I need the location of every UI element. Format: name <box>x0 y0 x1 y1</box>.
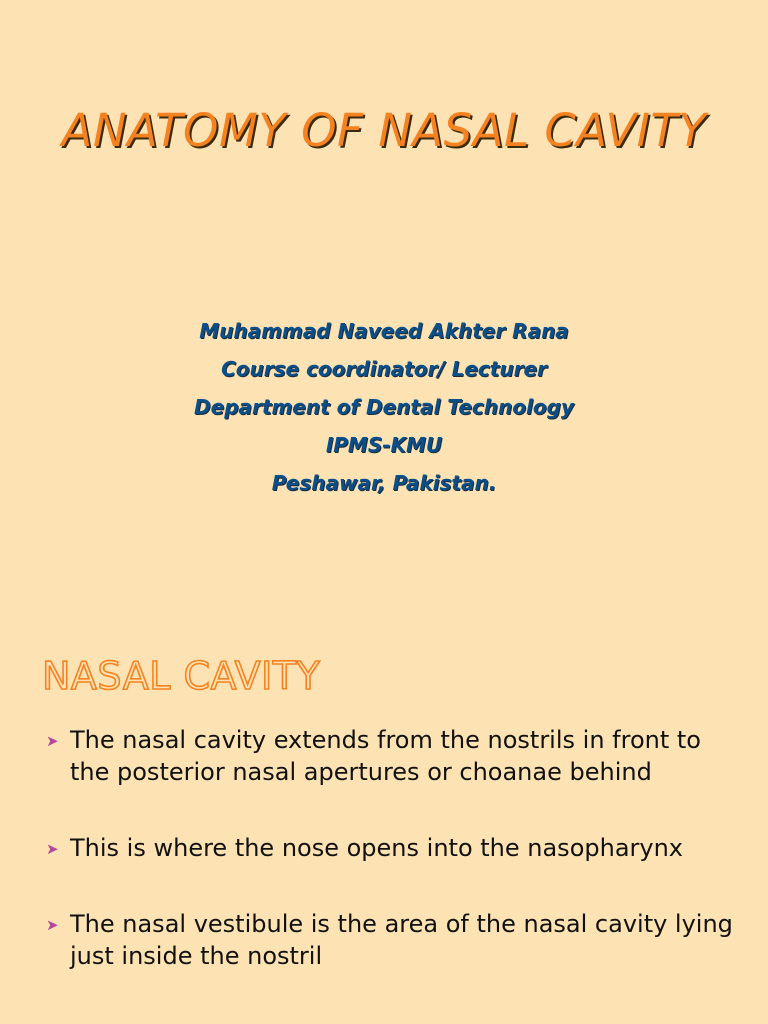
author-location: Peshawar, Pakistan. <box>271 471 497 495</box>
bullet-list <box>46 724 736 972</box>
author-institution: IPMS-KMU <box>325 433 443 457</box>
section-heading: NASAL CAVITY <box>42 654 321 698</box>
slide-title: ANATOMY OF NASAL CAVITY <box>61 104 707 157</box>
author-role: Course coordinator/ Lecturer <box>221 357 547 381</box>
bullet-text: The nasal vestibule is the area of the nasal cavity lying just inside the nostril <box>70 910 733 970</box>
arrowhead-bullet-icon: ➤ <box>46 732 59 750</box>
arrowhead-bullet-icon: ➤ <box>46 916 59 934</box>
list-item <box>46 908 736 972</box>
bullet-text: This is where the nose opens into the nasopharynx <box>70 834 684 862</box>
list-item <box>46 724 736 788</box>
list-item <box>46 832 736 864</box>
arrowhead-bullet-icon: ➤ <box>46 840 59 858</box>
bullet-text: The nasal cavity extends from the nostrils in front to the posterior nasal apertures or choanae behind <box>70 726 701 786</box>
author-name: Muhammad Naveed Akhter Rana <box>199 319 569 343</box>
author-info <box>0 312 768 502</box>
author-department: Department of Dental Technology <box>194 395 574 419</box>
